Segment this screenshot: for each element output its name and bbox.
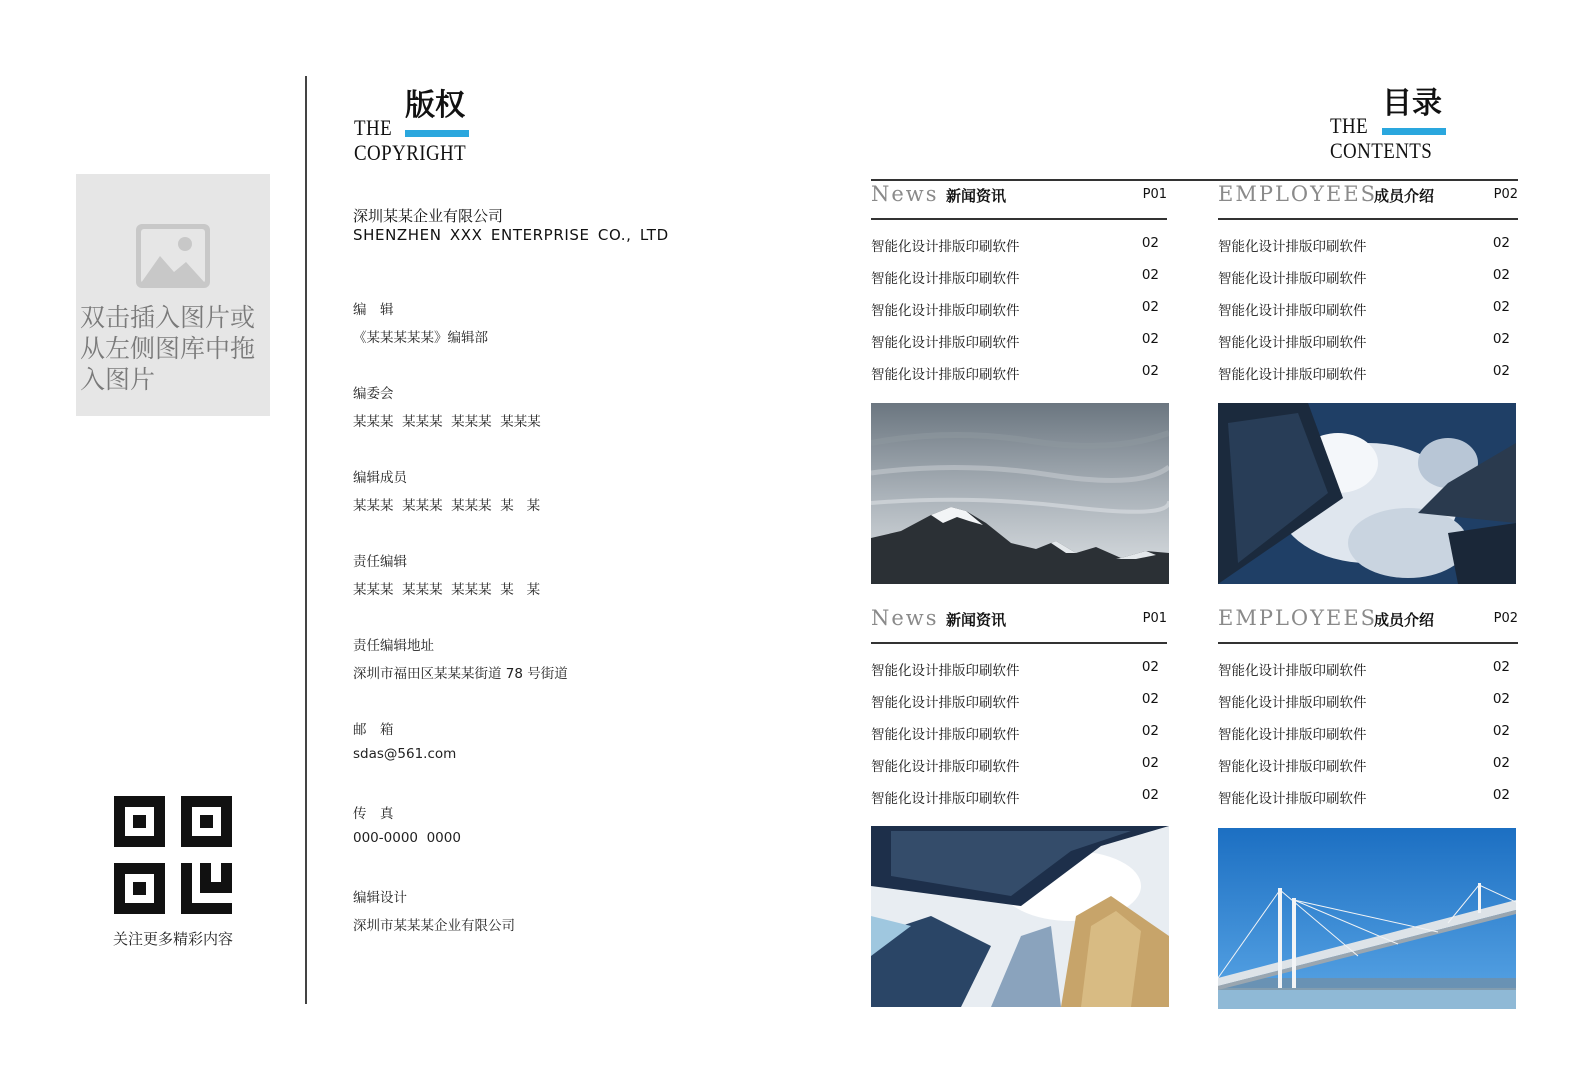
- toc-row[interactable]: [871, 755, 1167, 775]
- toc-section-employees: [1218, 606, 1518, 642]
- toc-row-title: 智能化设计排版印刷软件: [871, 335, 1020, 351]
- toc-row-title: 智能化设计排版印刷软件: [871, 303, 1020, 319]
- section-title-cn: 成员介绍: [1374, 611, 1435, 629]
- toc-row[interactable]: [871, 659, 1167, 679]
- toc-row-page: 02: [1141, 331, 1159, 347]
- toc-row-page: 02: [1492, 267, 1510, 283]
- toc-row[interactable]: [1218, 235, 1518, 255]
- toc-row-title: 智能化设计排版印刷软件: [871, 271, 1020, 287]
- info-label: 编辑设计: [353, 890, 407, 906]
- toc-row-title: 智能化设计排版印刷软件: [871, 759, 1020, 775]
- toc-row-title: 智能化设计排版印刷软件: [871, 663, 1020, 679]
- info-value: 000-0000 0000: [353, 830, 461, 846]
- toc-row-title: 智能化设计排版印刷软件: [1218, 335, 1367, 351]
- info-value: 某某某 某某某 某某某 某某某: [353, 414, 541, 430]
- toc-section-news: [871, 182, 1167, 218]
- toc-row-page: 02: [1492, 331, 1510, 347]
- section-page: P01: [1142, 611, 1167, 626]
- toc-row-page: 02: [1141, 235, 1159, 251]
- toc-row-title: 智能化设计排版印刷软件: [1218, 727, 1367, 743]
- toc-row-page: 02: [1141, 659, 1159, 675]
- toc-row-page: 02: [1492, 723, 1510, 739]
- copyright-accent-bar: [405, 130, 469, 137]
- copyright-heading-en-2: COPYRIGHT: [354, 140, 467, 165]
- contents-top-rule: [871, 179, 1518, 181]
- contents-accent-bar: [1382, 128, 1446, 135]
- toc-row-page: 02: [1492, 235, 1510, 251]
- toc-row-page: 02: [1492, 755, 1510, 771]
- toc-row-title: 智能化设计排版印刷软件: [1218, 695, 1367, 711]
- section-rule: [1218, 218, 1518, 220]
- toc-row[interactable]: [1218, 691, 1518, 711]
- company-name-cn: 深圳某某企业有限公司: [353, 207, 504, 225]
- section-page: P02: [1493, 187, 1518, 202]
- toc-row[interactable]: [1218, 267, 1518, 287]
- info-label: 编辑成员: [353, 470, 407, 486]
- info-label: 编 辑: [353, 302, 394, 318]
- info-label: 编委会: [353, 386, 394, 402]
- toc-row-page: 02: [1492, 363, 1510, 379]
- toc-row-page: 02: [1492, 691, 1510, 707]
- toc-section-employees: [1218, 182, 1518, 218]
- info-label: 责任编辑地址: [353, 638, 434, 654]
- contents-heading-en-2: CONTENTS: [1330, 138, 1433, 163]
- info-label: 传 真: [353, 806, 394, 822]
- toc-row-title: 智能化设计排版印刷软件: [871, 695, 1020, 711]
- toc-row[interactable]: [1218, 363, 1518, 383]
- toc-row[interactable]: [871, 787, 1167, 807]
- toc-row[interactable]: [1218, 787, 1518, 807]
- city-buildings-photo: [871, 826, 1169, 1007]
- info-value: 《某某某某某》编辑部: [353, 330, 488, 346]
- toc-row[interactable]: [871, 235, 1167, 255]
- toc-row-page: 02: [1141, 363, 1159, 379]
- section-rule: [1218, 642, 1518, 644]
- toc-row[interactable]: [1218, 659, 1518, 679]
- skyscraper-clouds-photo: [1218, 403, 1516, 584]
- mountain-photo: [871, 403, 1169, 584]
- section-title-cn: 新闻资讯: [946, 187, 1007, 205]
- toc-row[interactable]: [871, 267, 1167, 287]
- toc-row-page: 02: [1141, 267, 1159, 283]
- info-value: 深圳市某某某企业有限公司: [353, 918, 515, 934]
- info-label: 责任编辑: [353, 554, 407, 570]
- info-value: 某某某 某某某 某某某 某 某: [353, 582, 541, 598]
- info-value: 深圳市福田区某某某街道 78 号街道: [353, 666, 568, 682]
- toc-row-page: 02: [1492, 787, 1510, 803]
- toc-row[interactable]: [1218, 723, 1518, 743]
- toc-row-title: 智能化设计排版印刷软件: [1218, 303, 1367, 319]
- placeholder-text: 双击插入图片或从左侧图库中拖入图片: [80, 303, 256, 394]
- toc-row[interactable]: [1218, 755, 1518, 775]
- toc-row-title: 智能化设计排版印刷软件: [1218, 663, 1367, 679]
- toc-row-title: 智能化设计排版印刷软件: [871, 239, 1020, 255]
- toc-row-title: 智能化设计排版印刷软件: [871, 367, 1020, 383]
- toc-row[interactable]: [1218, 331, 1518, 351]
- toc-row-title: 智能化设计排版印刷软件: [1218, 239, 1367, 255]
- toc-row[interactable]: [871, 363, 1167, 383]
- toc-row-title: 智能化设计排版印刷软件: [871, 727, 1020, 743]
- toc-row-page: 02: [1141, 299, 1159, 315]
- image-icon: [134, 222, 212, 290]
- toc-row-title: 智能化设计排版印刷软件: [1218, 271, 1367, 287]
- toc-row-page: 02: [1141, 755, 1159, 771]
- toc-row-page: 02: [1492, 659, 1510, 675]
- toc-row[interactable]: [871, 299, 1167, 319]
- toc-row-title: 智能化设计排版印刷软件: [1218, 759, 1367, 775]
- copyright-heading-cn: 版权: [405, 88, 465, 123]
- toc-row-page: 02: [1141, 723, 1159, 739]
- toc-row-title: 智能化设计排版印刷软件: [1218, 791, 1367, 807]
- toc-row-title: 智能化设计排版印刷软件: [871, 791, 1020, 807]
- toc-row-page: 02: [1141, 691, 1159, 707]
- bridge-photo: [1218, 828, 1516, 1009]
- contents-heading-cn: 目录: [1382, 86, 1442, 121]
- image-placeholder[interactable]: [76, 174, 270, 416]
- toc-row[interactable]: [1218, 299, 1518, 319]
- toc-row-page: 02: [1141, 787, 1159, 803]
- section-title-cn: 新闻资讯: [946, 611, 1007, 629]
- section-rule: [871, 642, 1167, 644]
- section-rule: [871, 218, 1167, 220]
- vertical-divider: [305, 76, 307, 1004]
- section-title-en: News: [871, 182, 939, 206]
- section-page: P01: [1142, 187, 1167, 202]
- toc-row[interactable]: [871, 723, 1167, 743]
- qr-caption: 关注更多精彩内容: [112, 930, 233, 948]
- section-title-cn: 成员介绍: [1374, 187, 1435, 205]
- section-title-en: News: [871, 606, 939, 630]
- info-label: 邮 箱: [353, 722, 394, 738]
- company-name-en: SHENZHEN XXX ENTERPRISE CO., LTD: [353, 226, 669, 244]
- qr-code-icon: [114, 796, 232, 914]
- toc-row[interactable]: [871, 331, 1167, 351]
- contents-heading-en-1: THE: [1330, 113, 1369, 138]
- toc-row-title: 智能化设计排版印刷软件: [1218, 367, 1367, 383]
- toc-section-news: [871, 606, 1167, 642]
- info-value: sdas@561.com: [353, 746, 457, 762]
- section-title-en: EMPLOYEES: [1218, 606, 1378, 630]
- section-title-en: EMPLOYEES: [1218, 182, 1378, 206]
- toc-row-page: 02: [1492, 299, 1510, 315]
- info-value: 某某某 某某某 某某某 某 某: [353, 498, 541, 514]
- toc-row[interactable]: [871, 691, 1167, 711]
- copyright-heading-en-1: THE: [354, 115, 393, 140]
- section-page: P02: [1493, 611, 1518, 626]
